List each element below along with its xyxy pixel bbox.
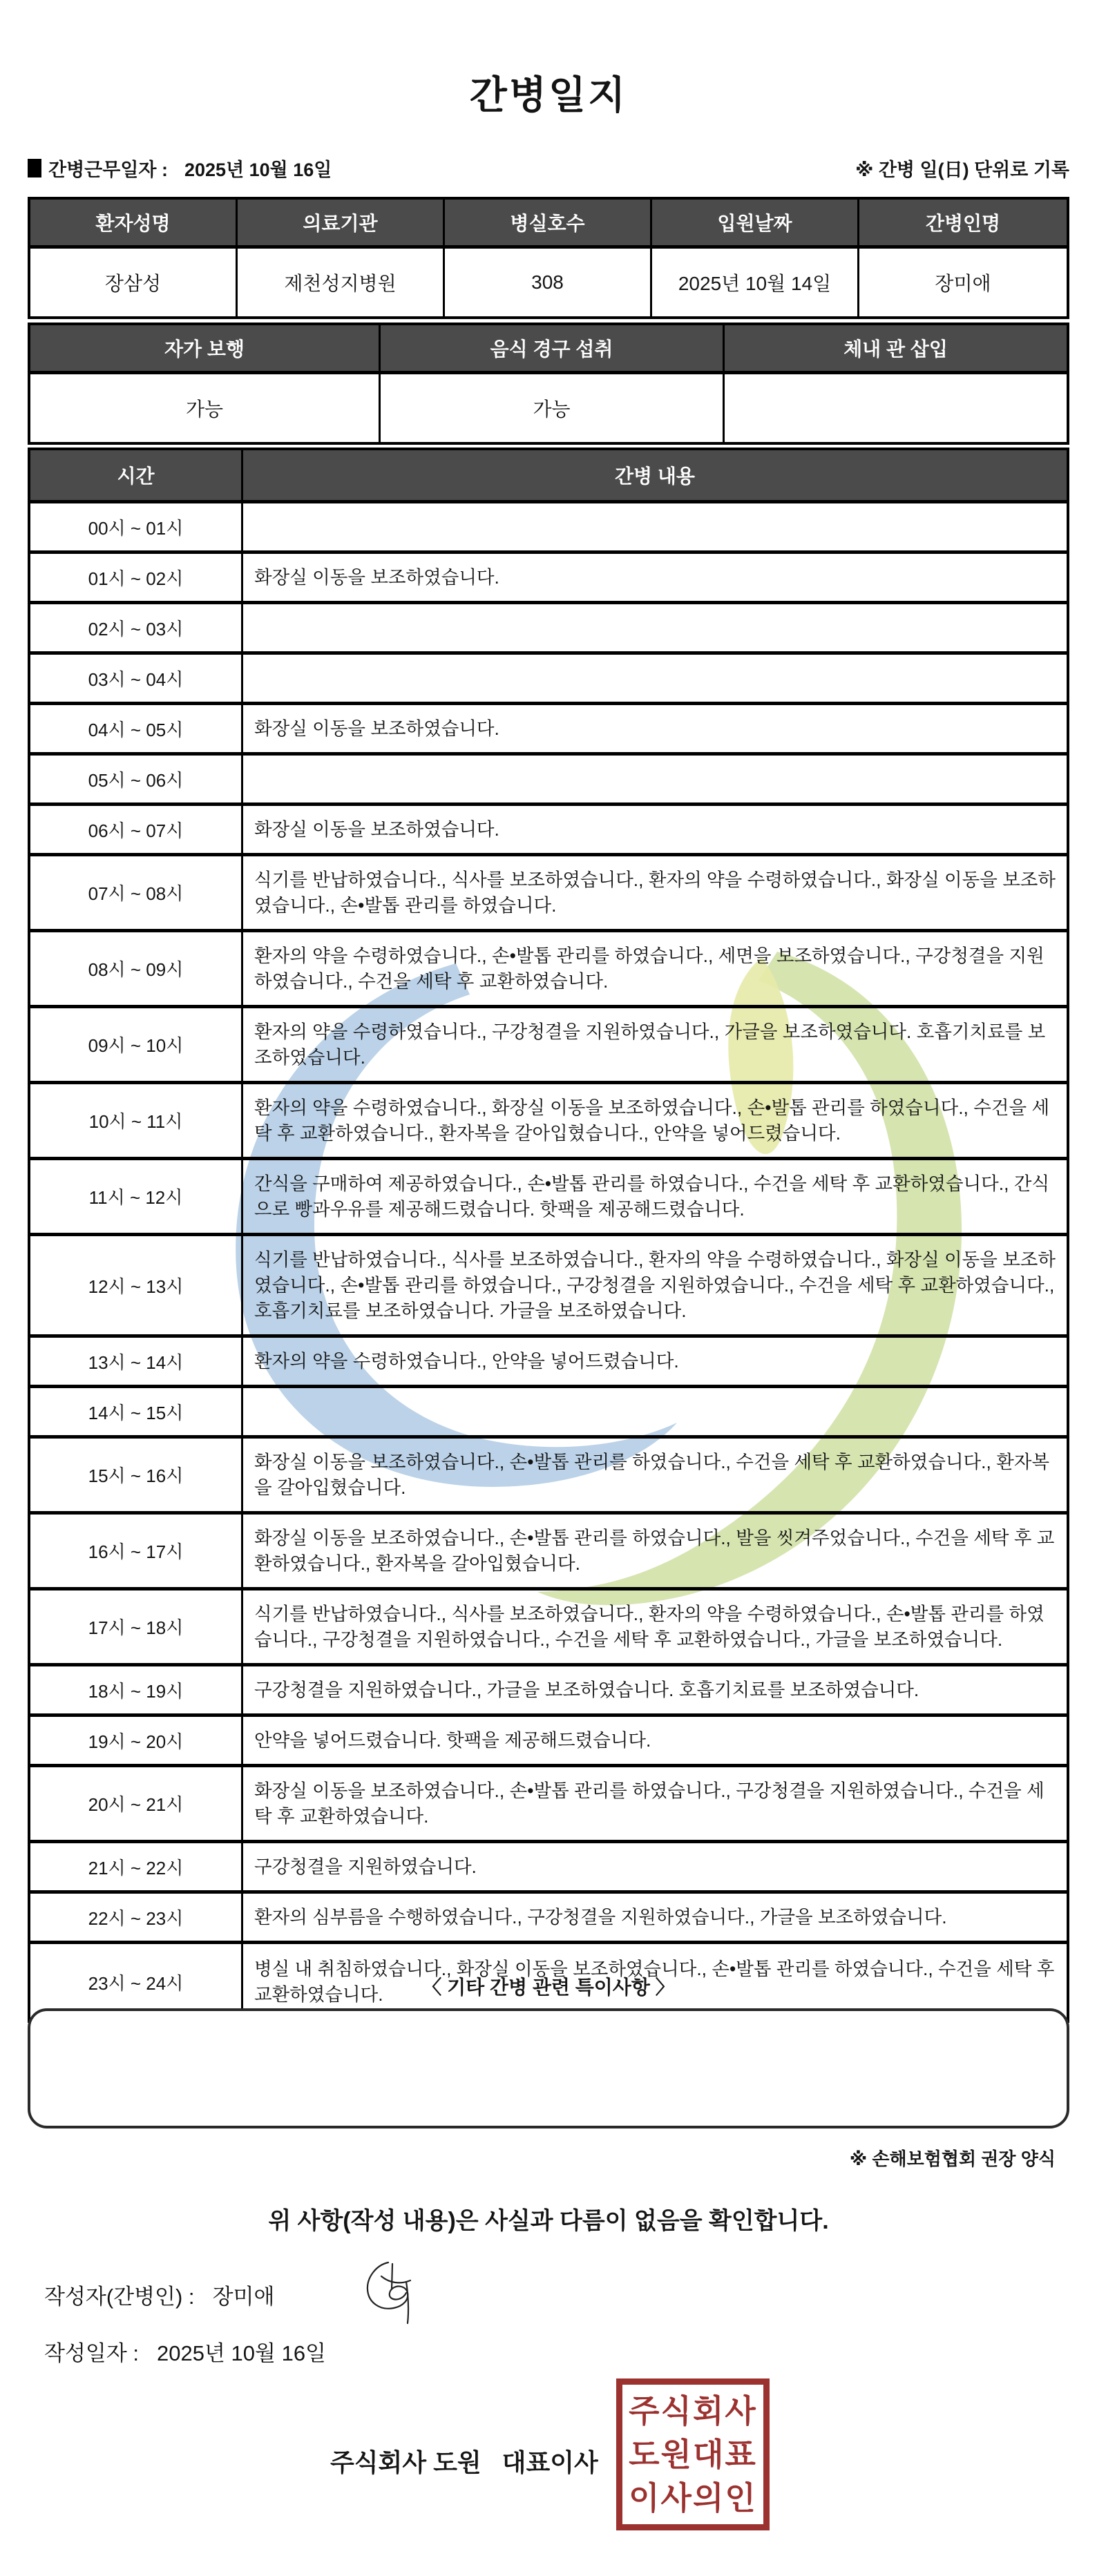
stamp-line-1: 주식회사 [629,2392,757,2429]
table-row [30,1236,1067,1338]
time-cell: 17시 ~ 18시 [30,1590,243,1663]
time-cell: 07시 ~ 08시 [30,856,243,929]
table-value-row [30,374,1067,442]
header-hospital: 의료기관 [238,200,445,245]
time-cell: 18시 ~ 19시 [30,1666,243,1713]
time-cell: 04시 ~ 05시 [30,705,243,752]
header-room-number: 병실호수 [445,200,652,245]
notes-heading: 〈 기타 간병 관련 특이사항 〉 [422,1977,675,1998]
table-row [30,1084,1067,1160]
content-cell: 화장실 이동을 보조하였습니다. [254,818,499,840]
time-cell: 13시 ~ 14시 [30,1338,243,1385]
table-row [30,856,1067,932]
time-cell: 19시 ~ 20시 [30,1717,243,1764]
stamp-line-3: 이사의인 [629,2479,757,2516]
time-cell: 12시 ~ 13시 [30,1236,243,1334]
patient-status-table [28,323,1069,445]
time-cell: 11시 ~ 12시 [30,1160,243,1233]
table-row [30,1843,1067,1894]
content-cell: 식기를 반납하였습니다., 식사를 보조하였습니다., 환자의 약을 수령하였습니다., 화장실 이동을 보조하였습니다., 손•발톱 관리를 하였습니다. [254,869,1056,916]
time-cell: 16시 ~ 17시 [30,1515,243,1587]
table-row [30,1439,1067,1515]
notes-box [28,2008,1069,2128]
content-cell: 구강청결을 지원하였습니다. [254,1856,477,1877]
content-cell: 화장실 이동을 보조하였습니다. [254,566,499,588]
time-cell: 20시 ~ 21시 [30,1767,243,1840]
table-row [30,1388,1067,1439]
time-cell: 09시 ~ 10시 [30,1008,243,1081]
form-note: ※ 손해보험협회 권장 양식 [849,2149,1056,2169]
hospital-name: 제천성지병원 [238,249,445,316]
time-cell: 02시 ~ 03시 [30,604,243,651]
table-row [30,705,1067,756]
content-cell: 환자의 약을 수령하였습니다., 안약을 넣어드렸습니다. [254,1350,679,1372]
header-time: 시간 [30,450,243,500]
header-care-content: 간병 내용 [243,450,1067,500]
internal-tube-value [725,374,1067,442]
content-cell: 환자의 약을 수령하였습니다., 구강청결을 지원하였습니다., 가글을 보조하였습니다. 호흡기치료를 보조하였습니다. [254,1021,1046,1068]
care-log-table [28,448,1069,2023]
written-date-value: 2025년 10월 16일 [157,2341,327,2365]
content-cell: 화장실 이동을 보조하였습니다., 손•발톱 관리를 하였습니다., 수건을 세탁 후 교환하였습니다., 환자복을 갈아입혔습니다. [254,1451,1050,1498]
work-date-label: 간병근무일자 : [48,160,168,180]
table-row [30,1338,1067,1388]
patient-info-table [28,197,1069,319]
time-cell: 05시 ~ 06시 [30,756,243,802]
time-cell: 10시 ~ 11시 [30,1084,243,1157]
patient-name: 장삼성 [30,249,238,316]
time-cell: 22시 ~ 23시 [30,1894,243,1941]
content-cell: 화장실 이동을 보조하였습니다. [254,718,499,739]
confirmation-statement: 위 사항(작성 내용)은 사실과 다름이 없음을 확인합니다. [268,2208,829,2234]
table-row [30,932,1067,1008]
content-cell [243,1388,1067,1435]
admission-date: 2025년 10월 14일 [652,249,859,316]
table-row [30,1767,1067,1843]
header-caregiver-name: 간병인명 [859,200,1067,245]
written-date-line [44,2336,326,2367]
work-date-line [28,155,332,182]
time-cell: 06시 ~ 07시 [30,806,243,853]
time-cell: 23시 ~ 24시 [30,1944,243,2020]
caregiver-name: 장미애 [935,273,991,294]
table-row [30,1717,1067,1767]
time-cell: 14시 ~ 15시 [30,1388,243,1435]
writer-name: 장미애 [212,2285,275,2309]
unit-note: ※ 간병 일(日) 단위로 기록 [855,160,1069,180]
time-cell: 01시 ~ 02시 [30,554,243,601]
time-cell: 08시 ~ 09시 [30,932,243,1005]
writer-label: 작성자(간병인) : [44,2285,195,2309]
table-row [30,655,1067,705]
content-cell: 구강청결을 지원하였습니다., 가글을 보조하였습니다. 호흡기치료를 보조하였습니다. [254,1679,919,1700]
meta-row [28,155,1069,182]
content-cell: 식기를 반납하였습니다., 식사를 보조하였습니다., 환자의 약을 수령하였습니다., 손•발톱 관리를 하였습니다., 구강청결을 지원하였습니다., 수건을 세탁 후 교환하였습니다., 가글을 보조하였습니다. [254,1603,1044,1650]
table-row [30,1894,1067,1944]
table-row [30,503,1067,554]
time-cell: 21시 ~ 22시 [30,1843,243,1890]
content-cell: 환자의 심부름을 수행하였습니다., 구강청결을 지원하였습니다., 가글을 보조하였습니다. [254,1906,947,1928]
table-header-row [30,325,1067,374]
header-admission-date: 입원날짜 [652,200,859,245]
table-header-row [30,200,1067,249]
content-cell [243,604,1067,651]
written-date-label: 작성일자 : [44,2341,140,2365]
writer-line [44,2279,274,2310]
header-patient-name: 환자성명 [30,200,238,245]
page-title: 간병일지 [469,73,628,117]
caregiver-signature [361,2257,437,2326]
content-cell: 환자의 약을 수령하였습니다., 손•발톱 관리를 하였습니다., 세면을 보조하였습니다., 구강청결을 지원하였습니다., 수건을 세탁 후 교환하였습니다. [254,945,1044,992]
content-cell: 안약을 넣어드렸습니다. 핫팩을 제공해드렸습니다. [254,1729,651,1751]
content-cell: 화장실 이동을 보조하였습니다., 손•발톱 관리를 하였습니다., 발을 씻겨주었습니다., 수건을 세탁 후 교환하였습니다., 환자복을 갈아입혔습니다. [254,1527,1055,1574]
company-ceo-line: 주식회사 도원 대표이사 [330,2448,598,2477]
header-internal-tube: 체내 관 삽입 [725,325,1067,371]
table-row [30,1666,1067,1717]
oral-intake-value: 가능 [381,374,725,442]
content-cell: 화장실 이동을 보조하였습니다., 손•발톱 관리를 하였습니다., 구강청결을 지원하였습니다., 수건을 세탁 후 교환하였습니다. [254,1780,1044,1827]
table-row [30,1008,1067,1084]
room-number: 308 [445,249,652,316]
table-row [30,756,1067,806]
time-cell: 15시 ~ 16시 [30,1439,243,1511]
header-self-walking: 자가 보행 [30,325,381,371]
table-row [30,1160,1067,1236]
table-row [30,1515,1067,1590]
corporate-seal-stamp [616,2378,770,2530]
stamp-line-2: 도원대표 [629,2436,757,2472]
work-date-value: 2025년 10월 16일 [184,160,332,180]
table-value-row [30,249,1067,316]
content-cell [243,503,1067,550]
square-bullet-icon [28,159,41,177]
content-cell [243,756,1067,802]
header-oral-intake: 음식 경구 섭취 [381,325,725,371]
table-header-row [30,450,1067,503]
content-cell: 간식을 구매하여 제공하였습니다., 손•발톱 관리를 하였습니다., 수건을 세탁 후 교환하였습니다., 간식으로 빵과우유를 제공해드렸습니다. 핫팩을 제공해드렸습니다. [254,1173,1050,1220]
time-cell: 03시 ~ 04시 [30,655,243,702]
table-row [30,1590,1067,1666]
self-walking-value: 가능 [30,374,381,442]
table-row [30,604,1067,655]
content-cell: 병실 내 취침하였습니다., 화장실 이동을 보조하였습니다., 손•발톱 관리를 하였습니다., 수건을 세탁 후 교환하였습니다. [254,1959,1055,2005]
content-cell: 식기를 반납하였습니다., 식사를 보조하였습니다., 환자의 약을 수령하였습니다., 화장실 이동을 보조하였습니다., 손•발톱 관리를 하였습니다., 구강청결을 지원하였습니다., 수건을 세탁 후 교환하였습니다., 호흡기치료를 보조하였습니다. 가글을 보조하였습니다. [254,1249,1056,1321]
table-row [30,554,1067,604]
time-cell: 00시 ~ 01시 [30,503,243,550]
table-row [30,806,1067,856]
content-cell: 환자의 약을 수령하였습니다., 화장실 이동을 보조하였습니다., 손•발톱 관리를 하였습니다., 수건을 세탁 후 교환하였습니다., 환자복을 갈아입혔습니다., 안약을 넣어드렸습니다. [254,1097,1050,1144]
content-cell [243,655,1067,702]
